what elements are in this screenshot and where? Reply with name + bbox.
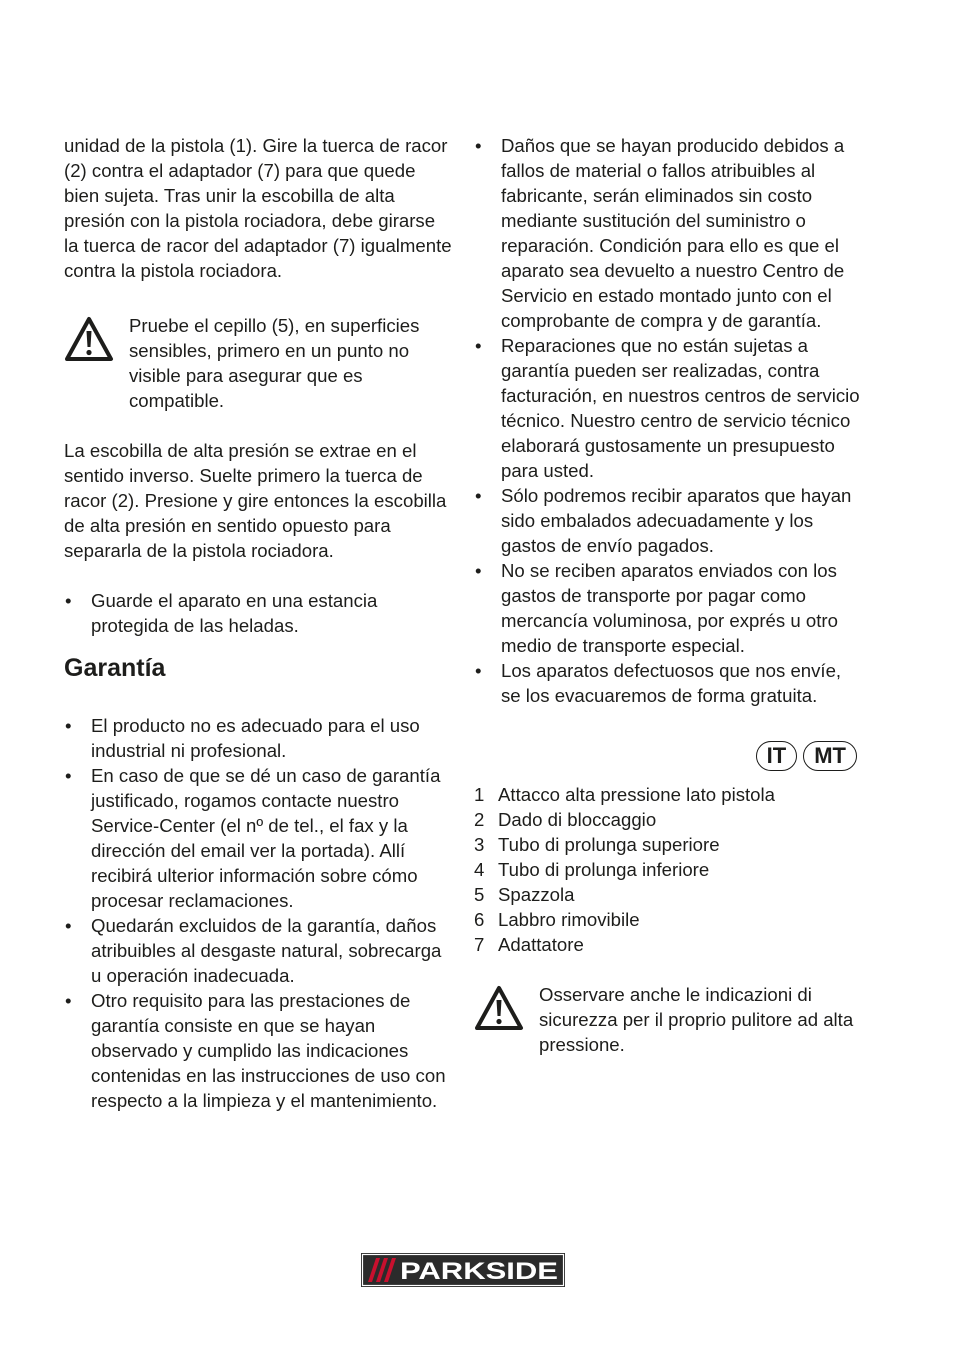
storage-bullet: • Guarde el aparato en una estancia protegida de las heladas.	[64, 588, 454, 638]
part-label: Tubo di prolunga inferiore	[498, 859, 710, 880]
warranty-bullet: • El producto no es adecuado para el uso industrial ni profesional.	[64, 713, 454, 763]
intro-paragraph: unidad de la pistola (1). Gire la tuerca de racor (2) contra el adaptador (7) para que quede bien sujeta. Tras unir la escobilla de alta presión con la pistola rociadora, debe girarse la tuerca de racor del adaptador (7) igualmente contra la pistola rociadora.	[64, 135, 452, 281]
part-number: 1	[474, 784, 485, 805]
language-badges	[474, 741, 857, 771]
warning-triangle-icon	[474, 985, 524, 1031]
warranty-bullet: • Quedarán excluidos de la garantía, daños atribuibles al desgaste natural, sobrecarga u operación inadecuada.	[64, 913, 454, 988]
list-item	[474, 857, 864, 882]
list-item	[474, 932, 864, 957]
parkside-logo	[361, 1253, 565, 1287]
part-label: Dado di bloccaggio	[498, 809, 657, 830]
part-label: Attacco alta pressione lato pistola	[498, 784, 775, 805]
part-number: 3	[474, 834, 485, 855]
part-label: Adattatore	[498, 934, 584, 955]
bullet-continuation-text: Sólo podremos recibir aparatos que hayan sido embalados adecuadamente y los gastos de envío pagados.	[501, 485, 852, 556]
list-item	[474, 832, 864, 857]
warning-triangle-icon	[64, 316, 114, 362]
warranty-bullet: • Otro requisito para las prestaciones de garantía consiste en que se hayan observado y cumplido las indicaciones contenidas en las instrucciones de uso con respecto a la limpieza y el mantenimiento.	[64, 988, 454, 1113]
part-number: 5	[474, 884, 485, 905]
list-item	[474, 782, 864, 807]
warranty-bullet: • Los aparatos defectuosos que nos envíe, se los evacuaremos de forma gratuita.	[474, 658, 864, 708]
part-number: 4	[474, 859, 485, 880]
parts-list	[474, 782, 864, 957]
brand-name: PARKSIDE	[400, 1258, 558, 1285]
language-badge-mt: MT	[803, 741, 857, 771]
part-label: Tubo di prolunga superiore	[498, 834, 720, 855]
list-item	[474, 907, 864, 932]
left-column	[64, 133, 454, 1113]
warranty-bullet-continuation	[474, 483, 864, 558]
warranty-bullet: • No se reciben aparatos enviados con los gastos de transporte por pagar como mercancía voluminosa, por exprés u otro medio de transporte especial.	[474, 558, 864, 658]
part-number: 2	[474, 809, 485, 830]
warning-text: Pruebe el cepillo (5), en superficies sensibles, primero en un punto no visible para asegurar que es compatible.	[129, 315, 420, 411]
warning-text: Osservare anche le indicazioni di sicurezza per il proprio pulitore ad alta pressione.	[539, 984, 854, 1055]
warranty-bullet: • En caso de que se dé un caso de garantía justificado, rogamos contacte nuestro Service-Center (el nº de tel., el fax y la dirección del email ver la portada). Allí recibirá ulterior información sobre cómo procesar reclamaciones.	[64, 763, 454, 913]
part-label: Spazzola	[498, 884, 575, 905]
warning-note	[474, 982, 864, 1057]
language-badge-it: IT	[756, 741, 798, 771]
warning-note	[64, 313, 454, 413]
warranty-bullet: • Reparaciones que no están sujetas a garantía pueden ser realizadas, contra facturación, en nuestros centros de servicio técnico. Nuestro centro de servicio técnico elaborará gustosamente un presupuesto para usted.	[474, 333, 864, 483]
removal-paragraph: La escobilla de alta presión se extrae en el sentido inverso. Suelte primero la tuerca de racor (2). Presione y gire entonces la escobilla de alta presión en sentido opuesto para separarla de la pistola rociadora.	[64, 440, 447, 561]
part-number: 6	[474, 909, 485, 930]
warranty-heading: Garantía	[64, 654, 166, 682]
list-item	[474, 882, 864, 907]
part-number: 7	[474, 934, 485, 955]
warranty-bullet: • Daños que se hayan producido debidos a fallos de material o fallos atribuibles al fabricante, serán eliminados sin costo mediante sustitución del suministro o reparación. Condición para ello es que el aparato sea devuelto a nuestro Centro de Servicio en estado montado junto con el comprobante de compra y de garantía.	[474, 133, 864, 333]
right-column	[474, 133, 864, 1057]
list-item	[474, 807, 864, 832]
part-label: Labbro rimovibile	[498, 909, 640, 930]
